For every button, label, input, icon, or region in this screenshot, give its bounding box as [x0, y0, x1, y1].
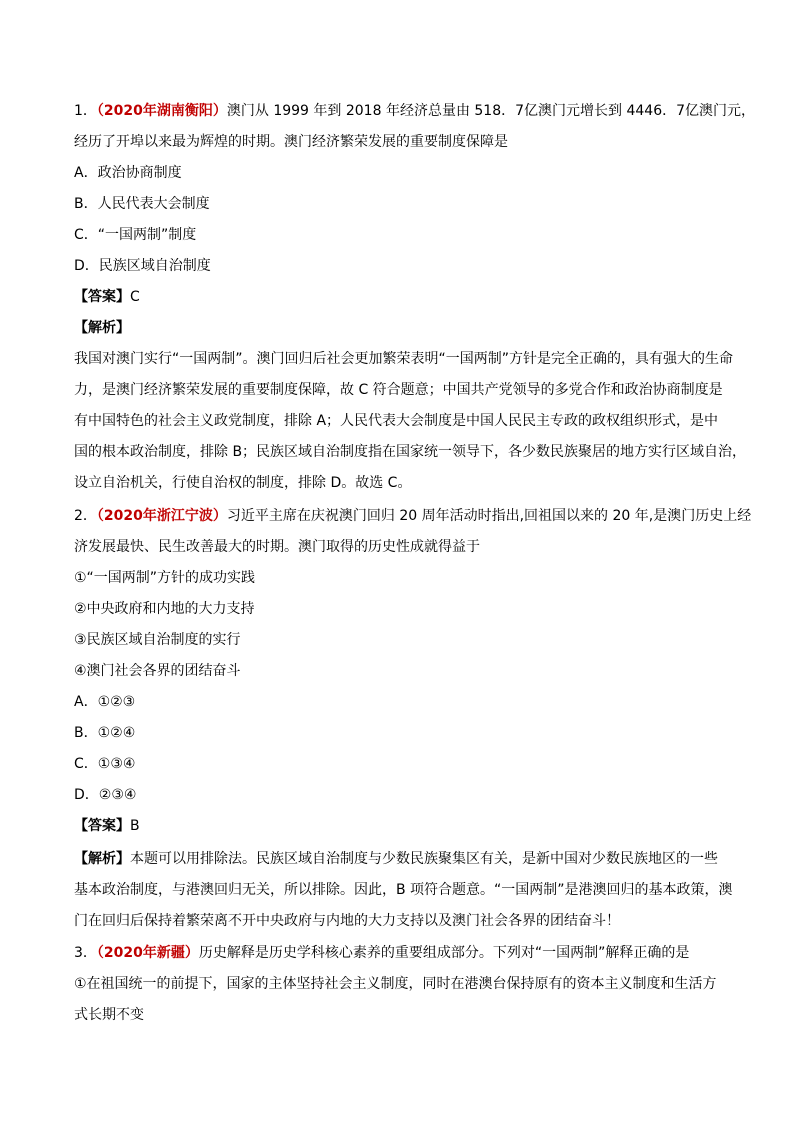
q2-source: （2020年浙江宁波） — [96, 508, 227, 524]
q1-analysis-line-4: 国的根本政治制度，排除 B；民族区域自治制度指在国家统一领导下，各少数民族聚居的地方实行区域自治， — [74, 444, 747, 460]
q3-item-1-line-1: ①在祖国统一的前提下，国家的主体坚持社会主义制度，同时在港澳台保持原有的资本主义制度和生活方 — [74, 976, 717, 992]
q2-analysis-line-3: 门在回归后保持着繁荣离不开中央政府与内地的大力支持以及澳门社会各界的团结奋斗！ — [74, 913, 620, 929]
q2-option-c: C．①③④ — [74, 756, 136, 772]
q1-analysis-line-5: 设立自治机关，行使自治权的制度，排除 D。故选 C。 — [74, 475, 412, 491]
q1-option-c: C．“一国两制”制度 — [74, 227, 197, 243]
q2-item-1: ①“一国两制”方针的成功实践 — [74, 570, 256, 586]
q2-number: 2． — [74, 508, 97, 524]
q2-option-b: B．①②④ — [74, 725, 136, 741]
q1-analysis-label: 【解析】 — [74, 320, 130, 336]
q3-stem-1: 历史解释是历史学科核心素养的重要组成部分。下列对“一国两制”解释正确的是 — [198, 945, 690, 961]
q1-answer — [74, 287, 140, 307]
q1-answer-label: 【答案】 — [74, 289, 130, 305]
q2-item-4: ④澳门社会各界的团结奋斗 — [74, 663, 241, 679]
q1-analysis-line-1: 我国对澳门实行“一国两制”。澳门回归后社会更加繁荣表明“一国两制”方针是完全正确的，具有强大的生命 — [74, 351, 734, 367]
q2-analysis-line-2: 基本政治制度，与港澳回归无关，所以排除。因此，B 项符合题意。“一国两制”是港澳回归的基本政策，澳 — [74, 882, 733, 898]
q2-option-a: A．①②③ — [74, 694, 136, 710]
q2-answer-value: B — [130, 818, 140, 834]
q1-number: 1． — [74, 103, 97, 119]
q3-item-1-line-2: 式长期不变 — [74, 1007, 144, 1023]
q1-analysis-line-3: 有中国特色的社会主义政党制度，排除 A；人民代表大会制度是中国人民民主专政的政权组织形式，是中 — [74, 413, 719, 429]
q1-source: （2020年湖南衡阳） — [96, 103, 227, 119]
q1-option-b: B．人民代表大会制度 — [74, 196, 210, 212]
q3-number: 3． — [74, 945, 97, 961]
q1-stem-1: 澳门从 1999 年到 2018 年经济总量由 518．7亿澳门元增长到 4446．7亿澳门元， — [226, 103, 756, 119]
q2-stem-line-1 — [74, 506, 751, 526]
q2-stem-1: 习近平主席在庆祝澳门回归 20 周年活动时指出,回祖国以来的 20 年,是澳门历史上经 — [226, 508, 752, 524]
q3-stem-line-1 — [74, 943, 689, 963]
q2-answer-label: 【答案】 — [74, 818, 130, 834]
q2-analysis-text-1: 本题可以用排除法。民族区域自治制度与少数民族聚集区有关，是新中国对少数民族地区的一些 — [130, 851, 718, 867]
q2-analysis-label: 【解析】 — [74, 851, 130, 867]
q1-option-a: A．政治协商制度 — [74, 165, 182, 181]
q1-option-d: D．民族区域自治制度 — [74, 258, 211, 274]
q1-stem-line-2: 经历了开埠以来最为辉煌的时期。澳门经济繁荣发展的重要制度保障是 — [74, 134, 508, 150]
q3-source: （2020年新疆） — [96, 945, 199, 961]
q1-answer-value: C — [130, 289, 140, 305]
q1-stem-line-1 — [74, 101, 755, 121]
q2-analysis-line-1 — [74, 849, 718, 869]
q2-stem-line-2: 济发展最快、民生改善最大的时期。澳门取得的历史性成就得益于 — [74, 539, 480, 555]
q2-item-3: ③民族区域自治制度的实行 — [74, 632, 241, 648]
q2-option-d: D．②③④ — [74, 787, 137, 803]
q2-item-2: ②中央政府和内地的大力支持 — [74, 601, 255, 617]
q1-analysis-line-2: 力，是澳门经济繁荣发展的重要制度保障，故 C 符合题意；中国共产党领导的多党合作和政治协商制度是 — [74, 382, 723, 398]
q2-answer — [74, 816, 140, 836]
